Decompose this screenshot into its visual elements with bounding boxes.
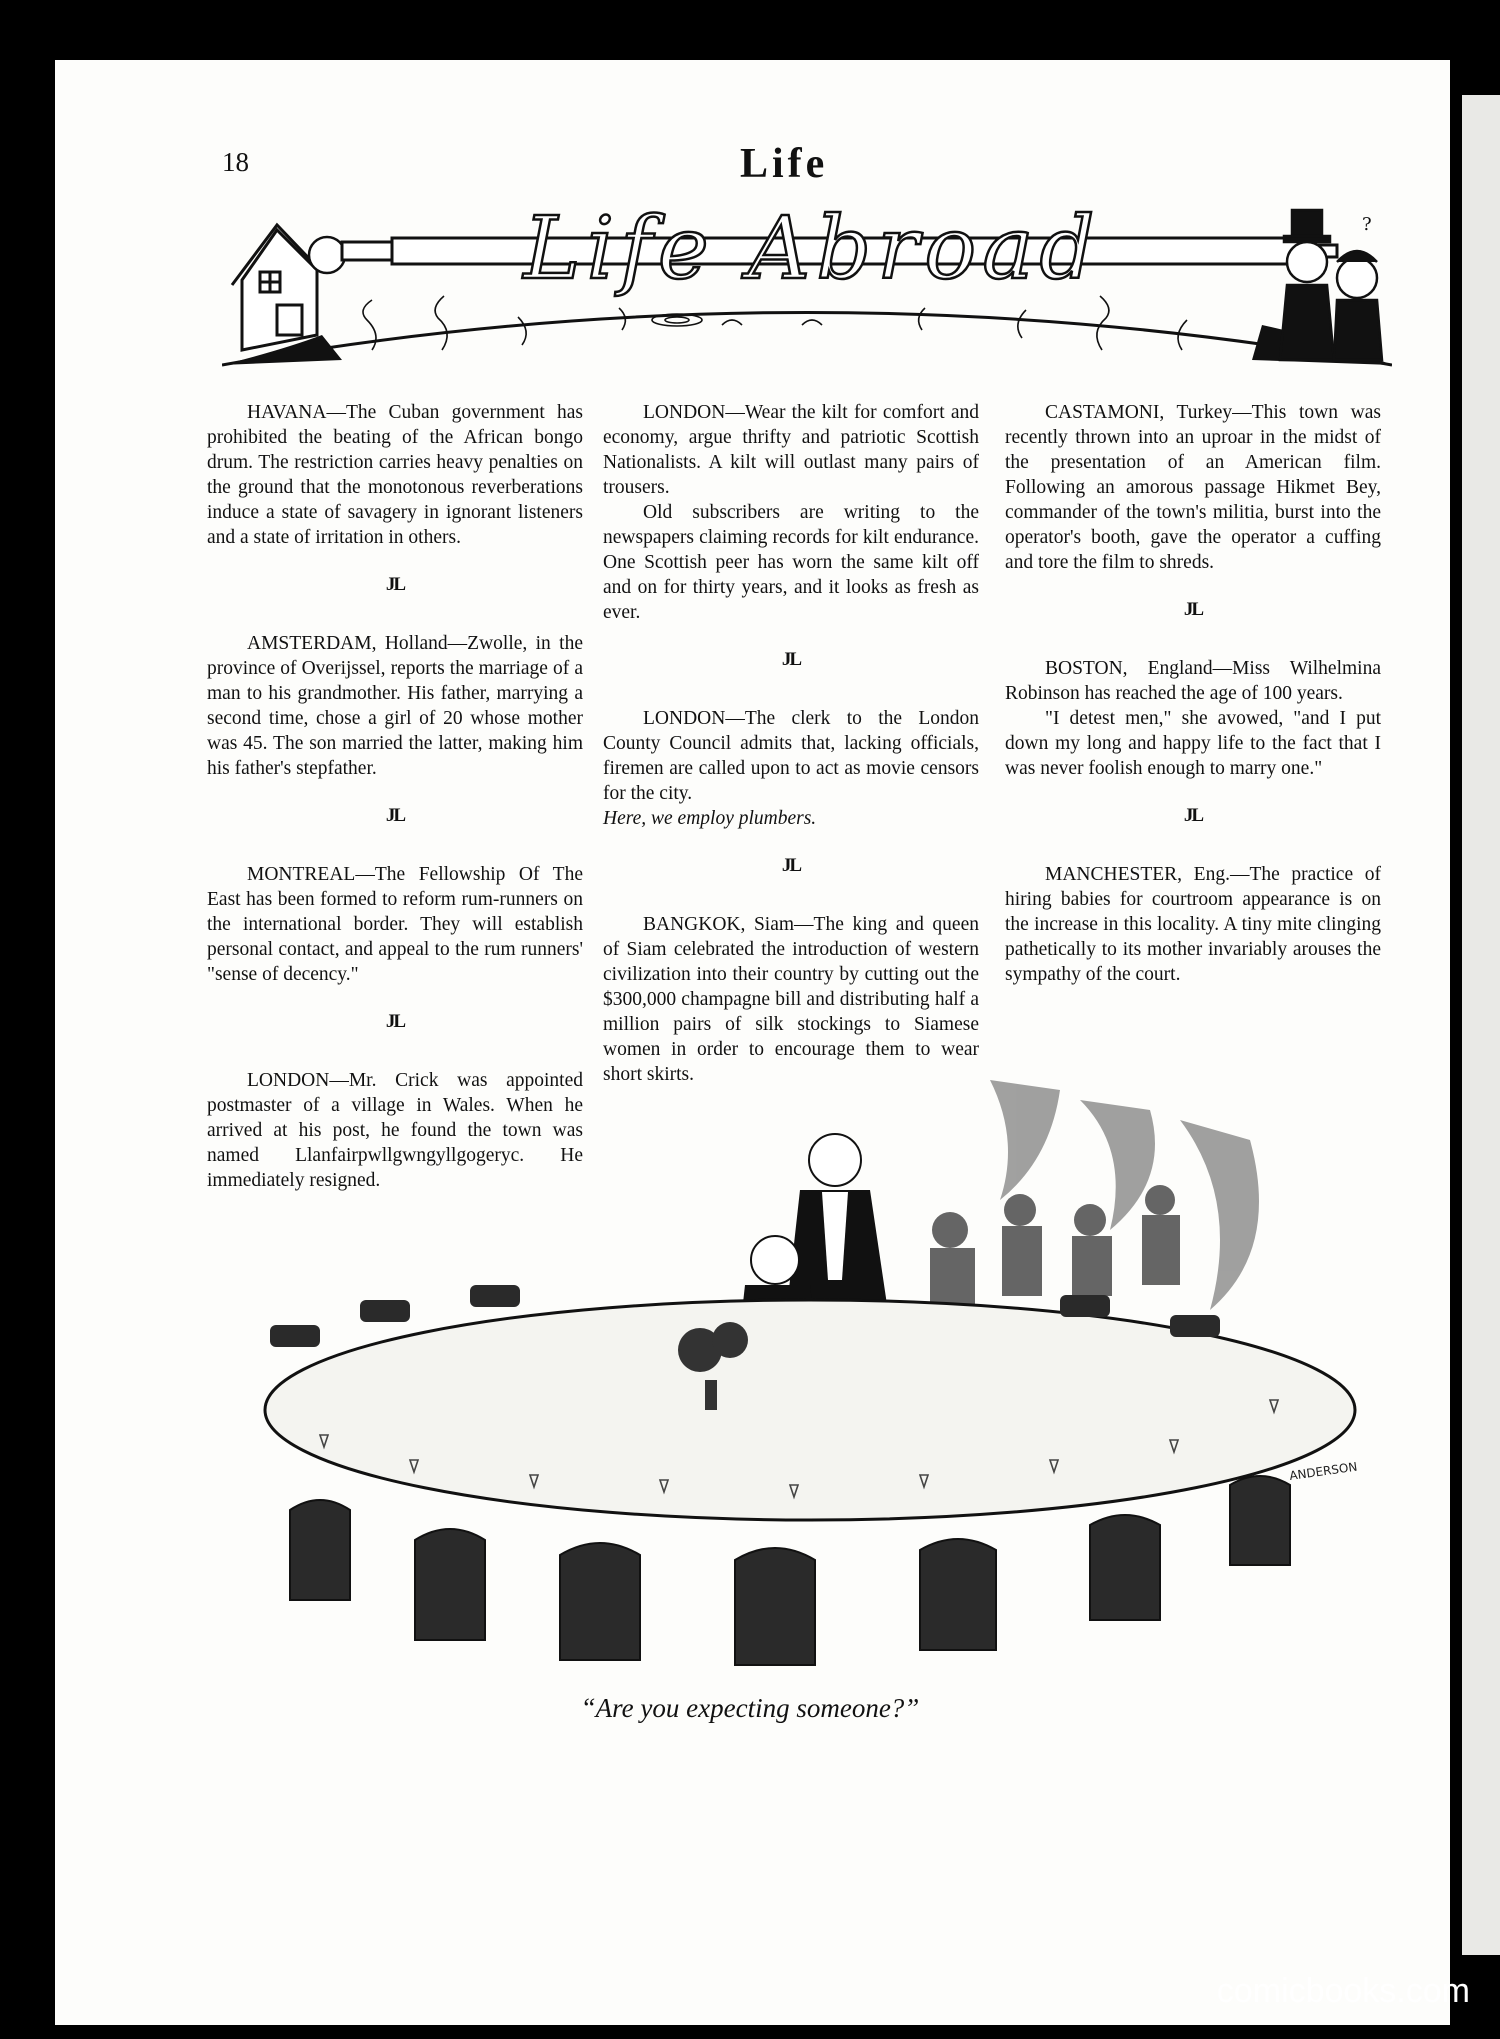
item-separator: JL [781,855,801,876]
page-number: 18 [222,147,249,177]
news-paragraph: LONDON—The clerk to the London County Council admits that, lacking officials, firemen are called upon to act as movie censors for the city. [603,708,979,804]
facing-page-edge [1462,95,1500,1955]
magazine-title: Life [740,141,829,187]
news-item [207,631,583,781]
news-paragraph: BOSTON, England—Miss Wilhelmina Robinson has reached the age of 100 years. [1005,658,1381,704]
life-abroad-banner [222,200,1392,390]
item-separator: JL [1183,599,1203,620]
banquet-illustration [230,1080,1385,1680]
news-paragraph: HAVANA—The Cuban government has prohibited the beating of the African bongo drum. The restriction carries heavy penalties on the ground that the monotonous reverberations induce a state of savagery in ignorant listeners and a state of irritation in others. [207,402,583,548]
column-1 [207,400,583,1193]
news-item [207,862,583,987]
news-paragraph: MANCHESTER, Eng.—The practice of hiring babies for courtroom appearance is on the increase in this locality. A tiny mite clinging pathetically to its mother invariably arouses the sympathy of the court. [1005,864,1381,985]
news-paragraph: MONTREAL—The Fellowship Of The East has been formed to reform rum-runners on the international border. They will establish personal contact, and appeal to the rum runners' "sense of decency." [207,864,583,985]
news-paragraph: BANGKOK, Siam—The king and queen of Siam celebrated the introduction of western civilization into their country by cutting out the $300,000 champagne bill and distributing half a million pairs of silk stockings to Siamese women in order to encourage them to wear short skirts. [603,914,979,1085]
house-drawing [232,225,322,350]
cherub-drawing [309,237,345,273]
artist-signature: ANDERSON [1288,1459,1359,1483]
column-2 [603,400,979,1087]
item-separator: JL [1183,805,1203,826]
item-separator: JL [385,805,405,826]
news-italic-remark: Here, we employ plumbers. [603,808,817,829]
news-item [603,912,979,1087]
news-paragraph: CASTAMONI, Turkey—This town was recently thrown into an uproar in the midst of the presentation of an American film. Following an amorous passage Hikmet Bey, commander of the town's militia, burst into the operator's booth, gave the operator a cuffing and tore the film to shreds. [1005,402,1381,573]
cartoon-caption: “Are you expecting someone?” [580,1693,920,1723]
svg-text:?: ? [1362,214,1372,235]
news-item [1005,862,1381,987]
column-3 [1005,400,1381,987]
news-item [1005,656,1381,781]
watermark: comicbooks.com [1216,1972,1470,2010]
news-paragraph: AMSTERDAM, Holland—Zwolle, in the province of Overijssel, reports the marriage of a man to his grandmother. His father, marrying a second time, chose a girl of 20 whose mother was 45. The son married the latter, making him his father's stepfather. [207,633,583,779]
news-paragraph: LONDON—Wear the kilt for comfort and economy, argue thrifty and patriotic Scottish Nationalists. A kilt will outlast many pairs of trousers. [603,402,979,498]
news-paragraph: "I detest men," she avowed, "and I put down my long and happy life to the fact that I was never foolish enough to marry one." [1005,708,1381,779]
item-separator: JL [781,649,801,670]
news-paragraph: LONDON—Mr. Crick was appointed postmaster of a village in Wales. When he arrived at his post, he found the town was named Llanfairpwllgwngyllgogeryc. He immediately resigned. [207,1070,583,1191]
item-separator: JL [385,574,405,595]
news-item [603,706,979,831]
banner-title: Life Abroad [523,200,1101,299]
news-item [1005,400,1381,575]
item-separator: JL [385,1011,405,1032]
news-paragraph: Old subscribers are writing to the newspapers claiming records for kilt endurance. One Scottish peer has worn the same kilt off and on for thirty years, and it looks as fresh as ever. [603,502,979,623]
news-item [207,400,583,550]
news-item [603,400,979,625]
